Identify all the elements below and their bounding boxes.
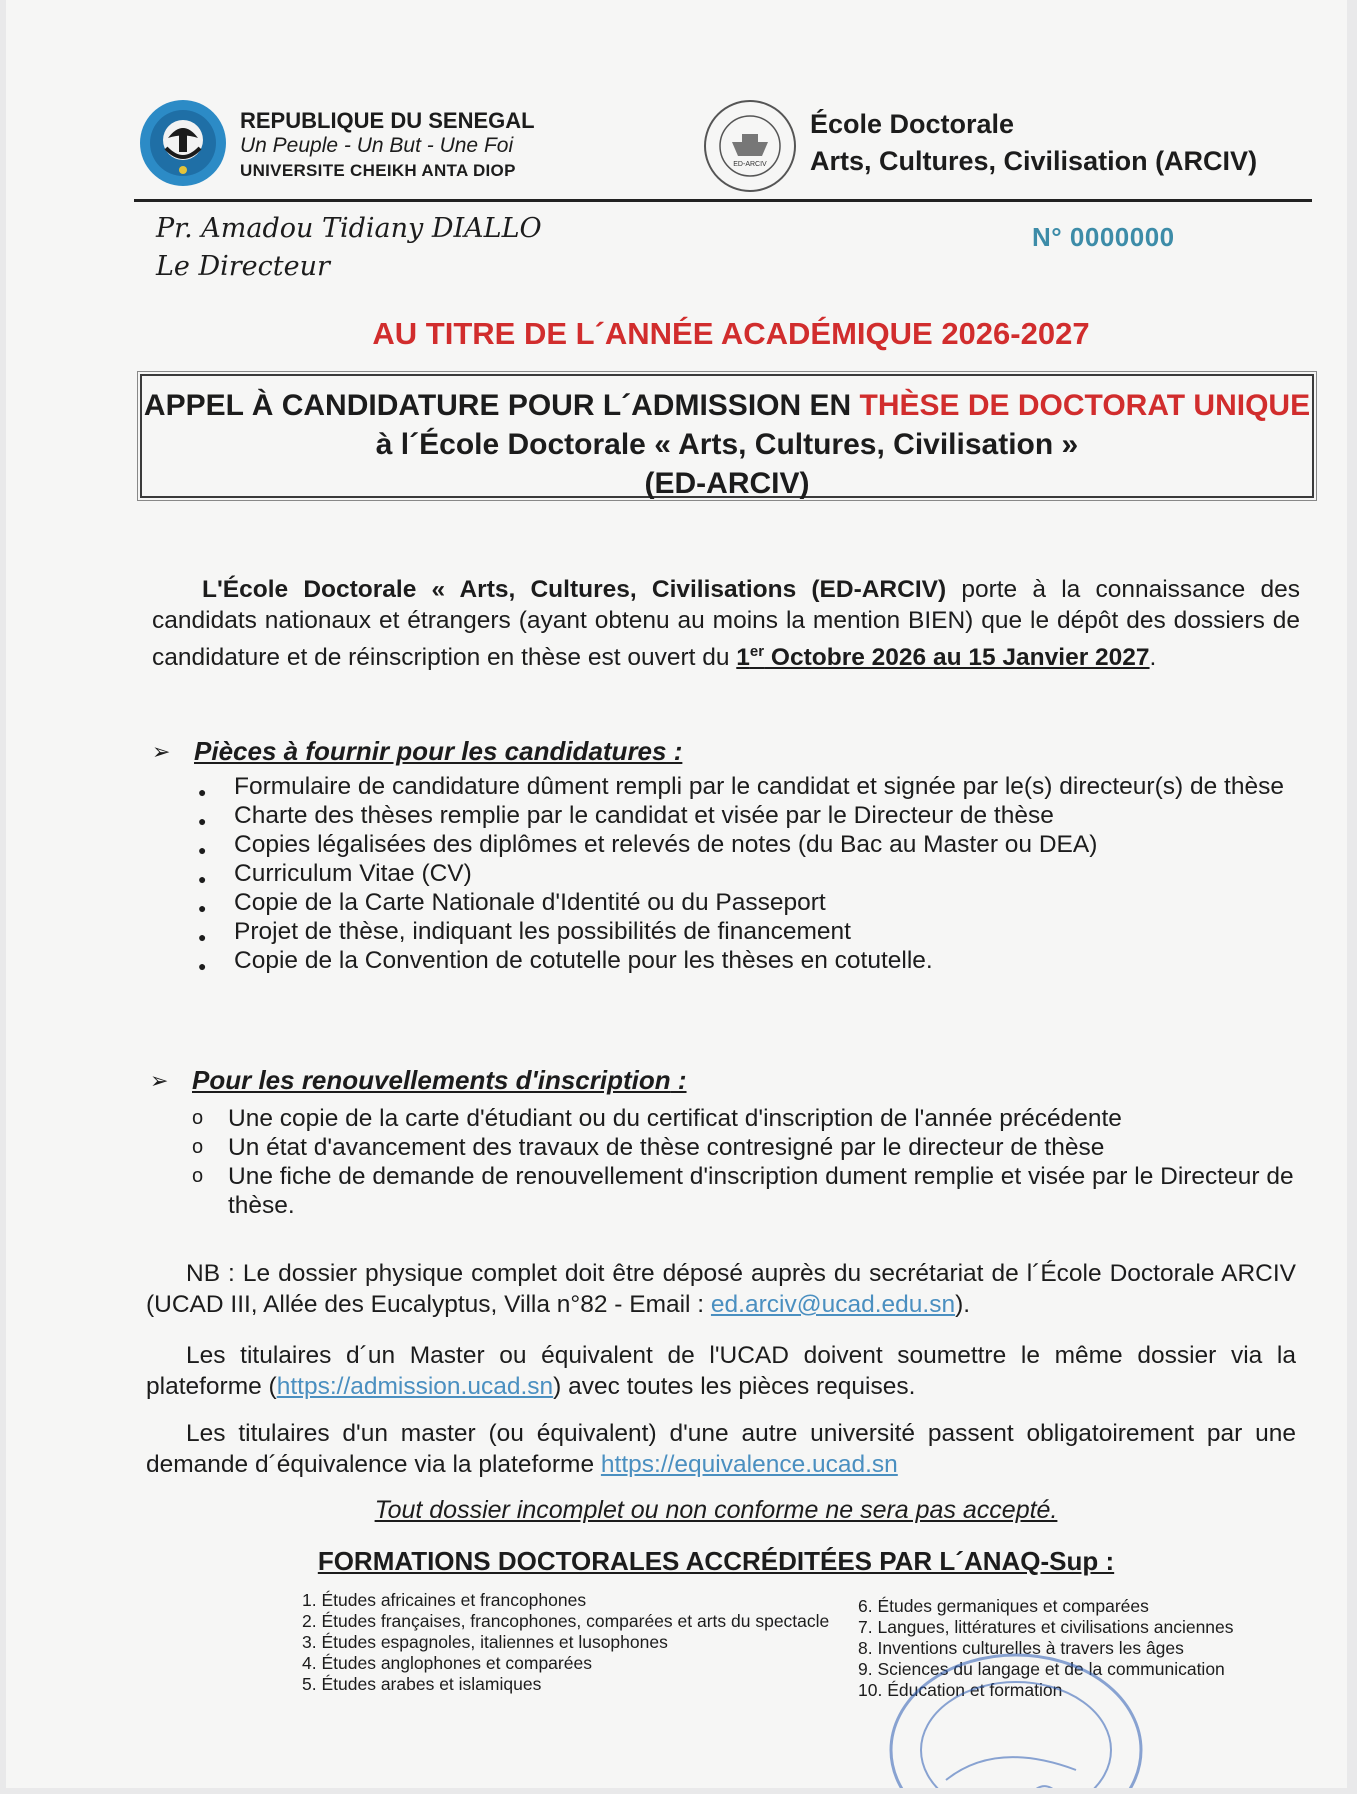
formation-item [302,1653,862,1674]
call-title-part3: à l´École Doctorale « Arts, Cultures, Civilisation » [375,428,1079,461]
ucad-logo-icon [138,98,228,188]
arrow-bullet-icon: ➢ [150,1068,169,1093]
country-motto: Un Peuple - Un But - Une Foi [240,134,514,157]
candidature-item: ● Formulaire de candidature dûment rempli par le candidat et signée par le(s) directeur(s) de thèse [234,772,1304,801]
bullet-icon: ● [198,900,207,916]
formation-label: Sciences du langage et de la communication [877,1659,1225,1679]
formation-item [302,1674,862,1695]
ed-arciv-logo-icon [702,98,798,194]
bullet-icon: ● [198,929,207,945]
university-name: UNIVERSITE CHEIKH ANTA DIOP [240,161,516,180]
formation-number: 9. [858,1659,873,1679]
bullet-icon: ● [198,813,207,829]
bullet-icon: ● [198,871,207,887]
candidature-item: ● Projet de thèse, indiquant les possibilités de financement [234,917,1304,946]
renouvellement-item: o Une copie de la carte d'étudiant ou du certificat d'inscription de l'année précédente [192,1105,1122,1132]
formation-label: Études arabes et islamiques [321,1674,542,1694]
renouvellement-item: o Un état d'avancement des travaux de thèse contresigné par le directeur de thèse [192,1134,1105,1161]
master-ucad-paragraph: Les titulaires d´un Master ou équivalent de l'UCAD doivent soumettre le même dossier via la plateforme (https://admission.ucad.sn) avec toutes les pièces requises. [146,1342,1296,1400]
renouvellement-item: o Une fiche de demande de renouvellement d'inscription dument remplie et visée par le Directeur de thèse. [192,1163,1294,1219]
formation-number: 7. [858,1617,873,1637]
master-other-paragraph: Les titulaires d'un master (ou équivalent) d'une autre université passent obligatoirement par une demande d´équivalence via la plateforme https://equivalence.ucad.sn [146,1420,1296,1478]
candidature-item: ● Copie de la Convention de cotutelle pour les thèses en cotutelle. [234,946,1304,975]
signatory-title: Le Directeur [156,251,330,282]
formation-number: 4. [302,1653,317,1673]
intro-text: porte à la connaissance des candidats nationaux et étrangers (ayant obtenu au moins la mention BIEN) que le dépôt des dossiers de candidature et de réinscription en thèse est ouvert du [152,576,1300,672]
header-left [240,108,535,183]
university-stamp-icon [876,1630,1156,1788]
formation-label: Inventions culturelles à travers les âges [877,1638,1184,1658]
country-name: REPUBLIQUE DU SENEGAL [240,108,535,133]
header-divider [134,199,1312,202]
candidature-item: ● Copies légalisées des diplômes et relevés de notes (du Bac au Master ou DEA) [234,830,1304,859]
bullet-icon: ● [198,958,207,974]
call-title-box [140,374,1314,498]
bullet-icon: ● [198,784,207,800]
circle-bullet-icon: o [192,1165,204,1187]
candidature-item: ● Charte des thèses remplie par le candidat et visée par le Directeur de thèse [234,801,1304,830]
deadline-dates: 1er Octobre 2026 au 15 Janvier 2027 [736,643,1150,672]
call-title-part1: APPEL À CANDIDATURE POUR L´ADMISSION EN [143,389,860,422]
arrow-bullet-icon: ➢ [152,739,171,764]
call-title-highlight: THÈSE DE DOCTORAT UNIQUE [859,389,1311,422]
nb-paragraph: NB : Le dossier physique complet doit être déposé auprès du secrétariat de l´École Doctorale ARCIV (UCAD III, Allée des Eucalyptus, Villa n°82 - Email : ed.arciv@ucad.edu.sn). [146,1260,1296,1318]
candidatures-heading: Pièces à fournir pour les candidatures : [194,736,683,766]
formation-number: 5. [302,1674,317,1694]
circle-bullet-icon: o [192,1136,204,1158]
signatory-name: Pr. Amadou Tidiany DIALLO [156,213,542,244]
signatory-block [156,210,542,286]
svg-text:ED-ARCIV: ED-ARCIV [733,161,767,168]
formation-label: Études espagnoles, italiennes et lusophones [321,1632,668,1652]
document-page [6,0,1347,1788]
intro-paragraph: L'École Doctorale « Arts, Cultures, Civilisations (ED-ARCIV) porte à la connaissance des candidats nationaux et étrangers (ayant obtenu au moins la mention BIEN) que le dépôt des dossiers de candidature et de réinscription en thèse est ouvert du 1er Octobre 2026 au 15 Janvier 2027. [152,576,1300,672]
formation-number: 3. [302,1632,317,1652]
formation-label: Études germaniques et comparées [877,1596,1149,1616]
formation-item [302,1632,862,1653]
formation-label: Études anglophones et comparées [321,1653,592,1673]
candidature-item: ● Copie de la Carte Nationale d'Identité ou du Passeport [234,888,1304,917]
email-link[interactable]: ed.arciv@ucad.edu.sn [710,1291,956,1318]
formation-number: 2. [302,1611,317,1631]
formation-number: 8. [858,1638,873,1658]
candidature-item: ● Curriculum Vitae (CV) [234,859,1304,888]
formation-number: 10. [858,1680,883,1700]
formation-number: 1. [302,1590,317,1610]
formations-list-left [302,1590,862,1695]
renouvellements-heading: Pour les renouvellements d'inscription : [192,1065,687,1095]
formation-item [858,1596,1278,1617]
intro-lead: L'École Doctorale « Arts, Cultures, Civilisations (ED-ARCIV) [202,576,947,603]
formation-item [302,1611,862,1632]
document-number: N° 0000000 [1032,222,1175,252]
bullet-icon: ● [198,842,207,858]
header-right [810,106,1257,180]
school-name: Arts, Cultures, Civilisation (ARCIV) [810,146,1258,176]
incomplete-notice: Tout dossier incomplet ou non conforme ne sera pas accepté. [374,1496,1058,1524]
renouvellements-list [192,1104,1300,1220]
equivalence-link[interactable]: https://equivalence.ucad.sn [600,1451,898,1478]
admission-link[interactable]: https://admission.ucad.sn [276,1373,554,1400]
candidatures-list [198,772,1304,975]
formation-label: Études françaises, francophones, comparées et arts du spectacle [321,1611,830,1631]
academic-year-title: AU TITRE DE L´ANNÉE ACADÉMIQUE 2026-2027 [372,316,1090,351]
circle-bullet-icon: o [192,1107,204,1129]
school-type: École Doctorale [810,109,1015,139]
formation-label: Langues, littératures et civilisations anciennes [877,1617,1234,1637]
formation-label: Éducation et formation [887,1680,1063,1700]
formation-item [302,1590,862,1611]
formations-title: FORMATIONS DOCTORALES ACCRÉDITÉES PAR L´ANAQ-Sup : [317,1546,1115,1576]
formation-label: Études africaines et francophones [321,1590,587,1610]
call-title-acronym: (ED-ARCIV) [644,467,810,500]
formation-number: 6. [858,1596,873,1616]
